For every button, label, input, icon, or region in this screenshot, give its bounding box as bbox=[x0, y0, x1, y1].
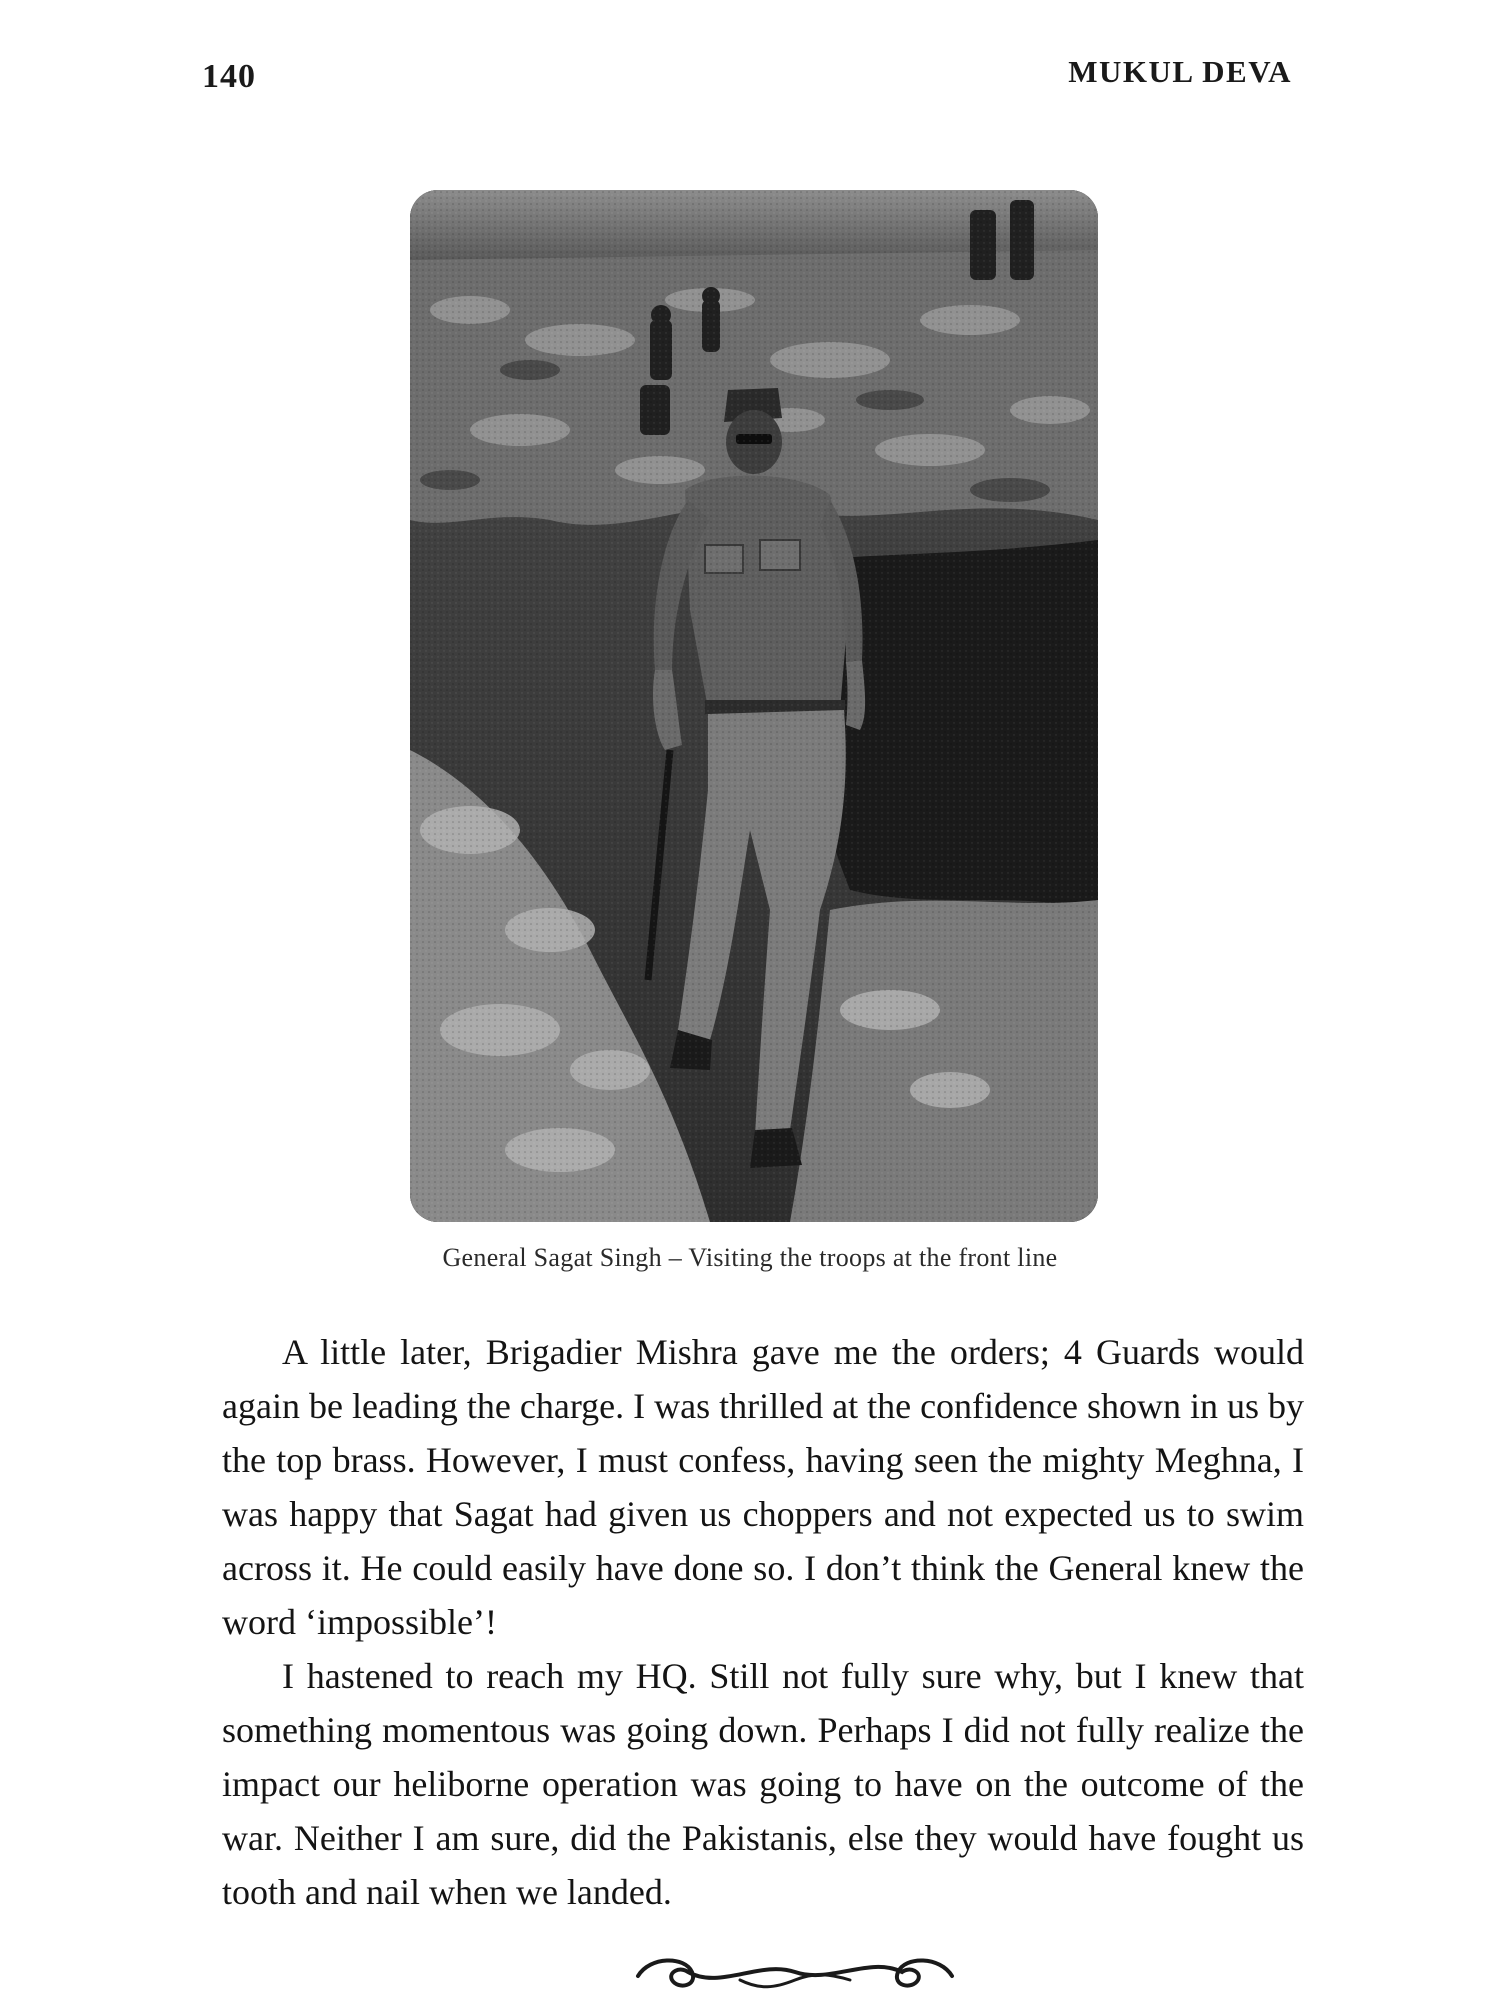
paragraph: I hastened to reach my HQ. Still not fully sure why, but I knew that something momentous was going down. Perhaps I did not fully realize the impact our heliborne operation was going to have on the outcome of the war. Neither I am sure, did the Pakistanis, else they would have fought us tooth and nail when we landed. bbox=[222, 1656, 1304, 1912]
paragraph: A little later, Brigadier Mishra gave me the orders; 4 Guards would again be leading the charge. I was thrilled at the confidence shown in us by the top brass. However, I must confess, having seen the mighty Meghna, I was happy that Sagat had given us choppers and not expected us to swim across it. He could easily have done so. I don’t think the General knew the word ‘impossible’! bbox=[222, 1332, 1304, 1642]
section-end-ornament bbox=[630, 1950, 960, 1996]
figure-caption: General Sagat Singh – Visiting the troops at the front line bbox=[442, 1243, 1058, 1272]
photo-general-walking bbox=[410, 190, 1098, 1222]
page-number: 140 bbox=[202, 58, 256, 95]
running-head-author: MUKUL DEVA bbox=[1068, 54, 1292, 89]
photograph bbox=[410, 190, 1098, 1222]
body-text bbox=[222, 1325, 1304, 1919]
